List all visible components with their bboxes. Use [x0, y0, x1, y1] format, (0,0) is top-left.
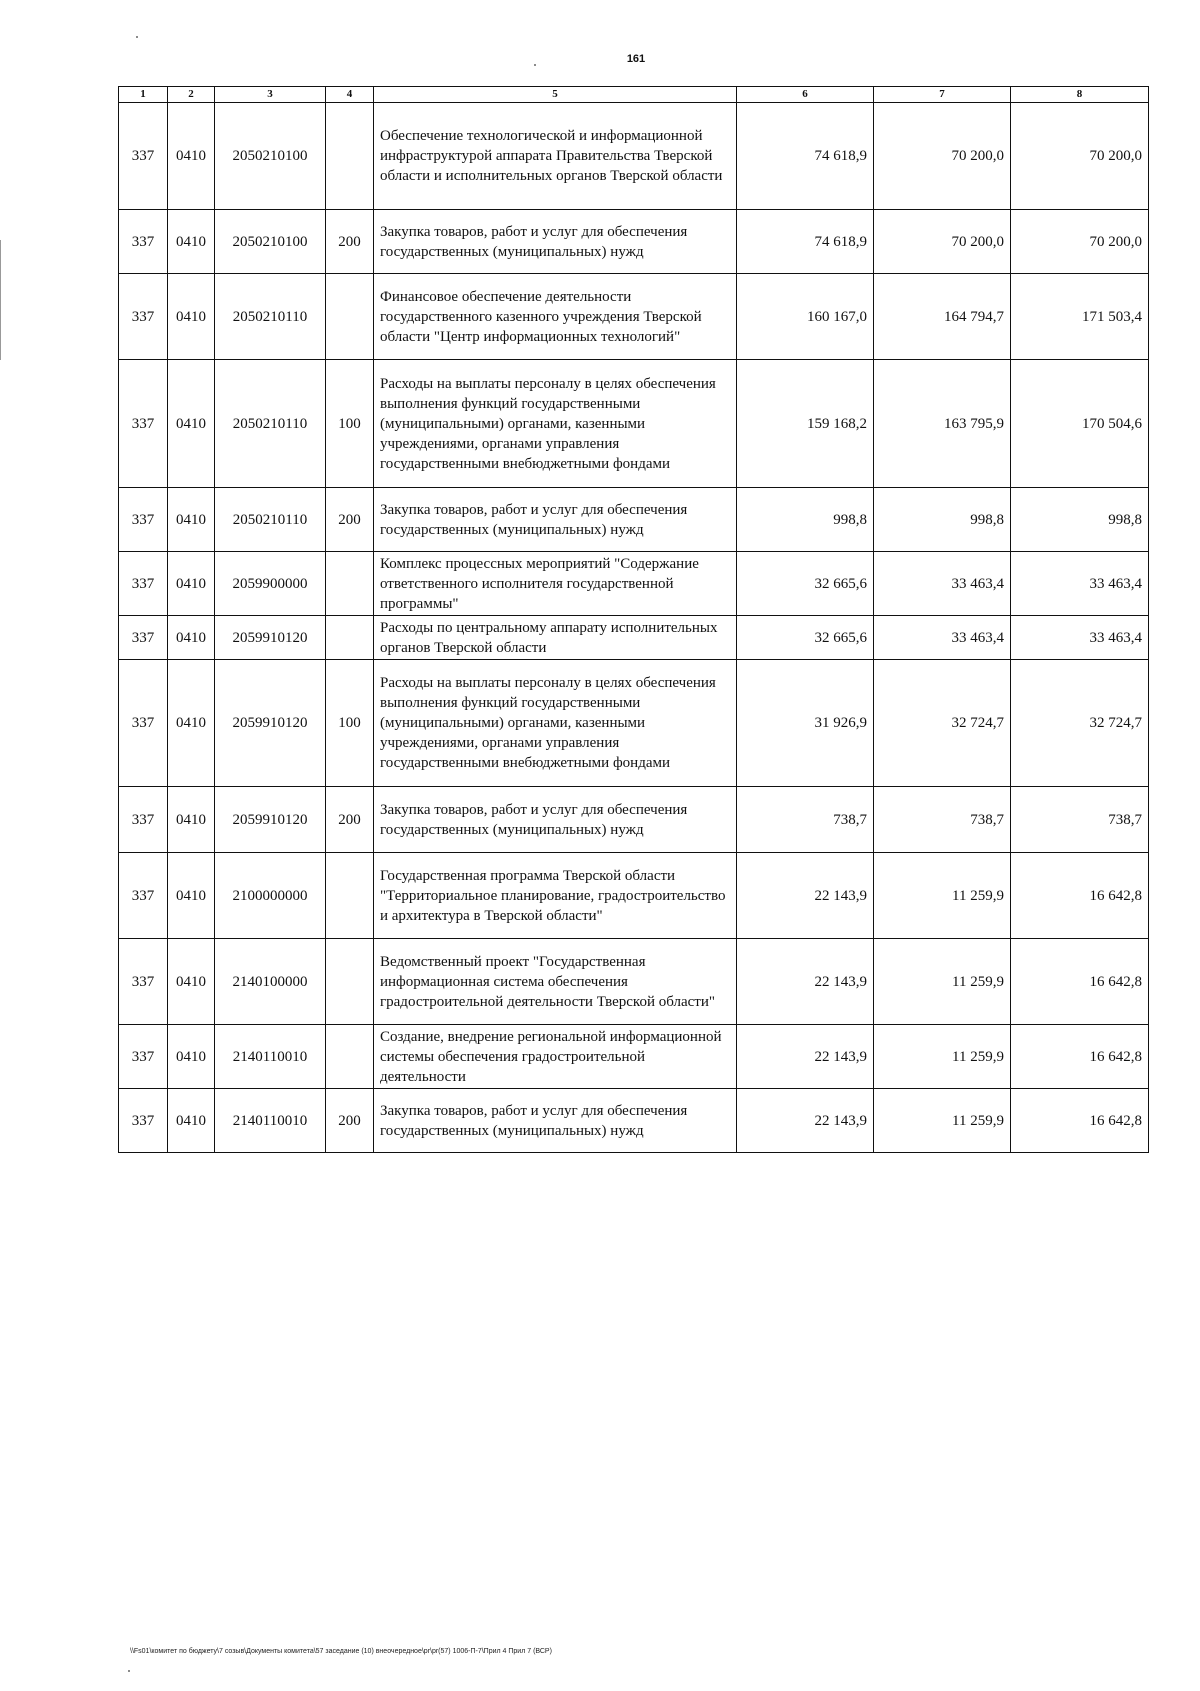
- amount-col8-cell: 16 642,8: [1011, 939, 1149, 1025]
- amount-col7-cell: 33 463,4: [874, 616, 1011, 660]
- ministry-code-cell: 337: [119, 787, 168, 853]
- ministry-code-cell: 337: [119, 939, 168, 1025]
- section-code-cell: 0410: [168, 552, 215, 616]
- file-path-footer: \\Fs01\комитет по бюджету\7 созыв\Документы комитета\57 заседание (10) внеочередное\pr\pr(57) 1006-П-7\Прил 4 Прил 7 (ВСР): [130, 1648, 552, 1655]
- amount-col8-cell: 33 463,4: [1011, 616, 1149, 660]
- scan-speck: [136, 36, 138, 38]
- expense-type-cell: [326, 616, 374, 660]
- section-code-cell: 0410: [168, 274, 215, 360]
- amount-col6-cell: 74 618,9: [737, 210, 874, 274]
- expense-type-cell: 100: [326, 360, 374, 488]
- table-row: [119, 1089, 1149, 1153]
- ministry-code-cell: 337: [119, 274, 168, 360]
- description-cell: Обеспечение технологической и информационной инфраструктурой аппарата Правительства Тверской области и исполнительных органов Тверской области: [374, 103, 737, 210]
- amount-col6-cell: 74 618,9: [737, 103, 874, 210]
- expense-type-cell: 200: [326, 1089, 374, 1153]
- ministry-code-cell: 337: [119, 853, 168, 939]
- target-article-cell: 2050210110: [215, 488, 326, 552]
- target-article-cell: 2050210110: [215, 360, 326, 488]
- ministry-code-cell: 337: [119, 488, 168, 552]
- description-cell: Расходы на выплаты персоналу в целях обеспечения выполнения функций государственными (муниципальными) органами, казенными учреждениями, органами управления государственными внебюджетными фондами: [374, 360, 737, 488]
- amount-col6-cell: 159 168,2: [737, 360, 874, 488]
- target-article-cell: 2059910120: [215, 787, 326, 853]
- table-row: [119, 1025, 1149, 1089]
- description-cell: Расходы на выплаты персоналу в целях обеспечения выполнения функций государственными (муниципальными) органами, казенными учреждениями, органами управления государственными внебюджетными фондами: [374, 660, 737, 787]
- target-article-cell: 2059910120: [215, 616, 326, 660]
- column-header: 6: [737, 87, 874, 103]
- target-article-cell: 2100000000: [215, 853, 326, 939]
- target-article-cell: 2140110010: [215, 1025, 326, 1089]
- target-article-cell: 2059900000: [215, 552, 326, 616]
- table-row: [119, 939, 1149, 1025]
- amount-col6-cell: 998,8: [737, 488, 874, 552]
- amount-col7-cell: 11 259,9: [874, 1089, 1011, 1153]
- amount-col8-cell: 16 642,8: [1011, 1025, 1149, 1089]
- table-row: [119, 787, 1149, 853]
- amount-col8-cell: 171 503,4: [1011, 274, 1149, 360]
- ministry-code-cell: 337: [119, 552, 168, 616]
- amount-col6-cell: 738,7: [737, 787, 874, 853]
- target-article-cell: 2140100000: [215, 939, 326, 1025]
- expense-type-cell: 200: [326, 787, 374, 853]
- amount-col6-cell: 22 143,9: [737, 853, 874, 939]
- amount-col7-cell: 998,8: [874, 488, 1011, 552]
- amount-col6-cell: 32 665,6: [737, 552, 874, 616]
- amount-col6-cell: 31 926,9: [737, 660, 874, 787]
- scan-edge-line: [0, 240, 1, 360]
- budget-table: [118, 86, 1149, 1153]
- amount-col7-cell: 70 200,0: [874, 210, 1011, 274]
- amount-col7-cell: 33 463,4: [874, 552, 1011, 616]
- amount-col7-cell: 11 259,9: [874, 939, 1011, 1025]
- amount-col6-cell: 32 665,6: [737, 616, 874, 660]
- description-cell: Создание, внедрение региональной информационной системы обеспечения градостроительной деятельности: [374, 1025, 737, 1089]
- amount-col8-cell: 70 200,0: [1011, 210, 1149, 274]
- description-cell: Ведомственный проект "Государственная информационная система обеспечения градостроительной деятельности Тверской области": [374, 939, 737, 1025]
- expense-type-cell: [326, 274, 374, 360]
- amount-col8-cell: 738,7: [1011, 787, 1149, 853]
- table-row: [119, 552, 1149, 616]
- description-cell: Комплекс процессных мероприятий "Содержание ответственного исполнителя государственной программы": [374, 552, 737, 616]
- description-cell: Закупка товаров, работ и услуг для обеспечения государственных (муниципальных) нужд: [374, 210, 737, 274]
- amount-col7-cell: 11 259,9: [874, 853, 1011, 939]
- scan-speck: [128, 1670, 130, 1672]
- section-code-cell: 0410: [168, 1025, 215, 1089]
- table-row: [119, 274, 1149, 360]
- column-header: 4: [326, 87, 374, 103]
- amount-col7-cell: 164 794,7: [874, 274, 1011, 360]
- expense-type-cell: [326, 1025, 374, 1089]
- amount-col8-cell: 32 724,7: [1011, 660, 1149, 787]
- page-number: 161: [626, 53, 646, 65]
- column-header: 7: [874, 87, 1011, 103]
- column-header: 3: [215, 87, 326, 103]
- table-row: [119, 103, 1149, 210]
- section-code-cell: 0410: [168, 103, 215, 210]
- target-article-cell: 2140110010: [215, 1089, 326, 1153]
- description-cell: Закупка товаров, работ и услуг для обеспечения государственных (муниципальных) нужд: [374, 787, 737, 853]
- ministry-code-cell: 337: [119, 103, 168, 210]
- section-code-cell: 0410: [168, 488, 215, 552]
- section-code-cell: 0410: [168, 1089, 215, 1153]
- ministry-code-cell: 337: [119, 616, 168, 660]
- column-header: 5: [374, 87, 737, 103]
- ministry-code-cell: 337: [119, 1025, 168, 1089]
- description-cell: Расходы по центральному аппарату исполнительных органов Тверской области: [374, 616, 737, 660]
- amount-col7-cell: 11 259,9: [874, 1025, 1011, 1089]
- ministry-code-cell: 337: [119, 660, 168, 787]
- amount-col8-cell: 70 200,0: [1011, 103, 1149, 210]
- expense-type-cell: [326, 103, 374, 210]
- amount-col7-cell: 163 795,9: [874, 360, 1011, 488]
- section-code-cell: 0410: [168, 360, 215, 488]
- expense-type-cell: [326, 552, 374, 616]
- section-code-cell: 0410: [168, 660, 215, 787]
- description-cell: Финансовое обеспечение деятельности государственного казенного учреждения Тверской области "Центр информационных технологий": [374, 274, 737, 360]
- table-row: [119, 360, 1149, 488]
- section-code-cell: 0410: [168, 787, 215, 853]
- expense-type-cell: 200: [326, 210, 374, 274]
- target-article-cell: 2059910120: [215, 660, 326, 787]
- ministry-code-cell: 337: [119, 360, 168, 488]
- amount-col8-cell: 33 463,4: [1011, 552, 1149, 616]
- table-row: [119, 210, 1149, 274]
- ministry-code-cell: 337: [119, 1089, 168, 1153]
- amount-col8-cell: 16 642,8: [1011, 853, 1149, 939]
- amount-col8-cell: 170 504,6: [1011, 360, 1149, 488]
- table-row: [119, 660, 1149, 787]
- amount-col8-cell: 998,8: [1011, 488, 1149, 552]
- amount-col8-cell: 16 642,8: [1011, 1089, 1149, 1153]
- description-cell: Закупка товаров, работ и услуг для обеспечения государственных (муниципальных) нужд: [374, 1089, 737, 1153]
- amount-col6-cell: 22 143,9: [737, 939, 874, 1025]
- table-row: [119, 488, 1149, 552]
- expense-type-cell: [326, 939, 374, 1025]
- section-code-cell: 0410: [168, 210, 215, 274]
- amount-col7-cell: 70 200,0: [874, 103, 1011, 210]
- column-header: 8: [1011, 87, 1149, 103]
- expense-type-cell: 100: [326, 660, 374, 787]
- section-code-cell: 0410: [168, 616, 215, 660]
- amount-col7-cell: 32 724,7: [874, 660, 1011, 787]
- ministry-code-cell: 337: [119, 210, 168, 274]
- column-header: 2: [168, 87, 215, 103]
- table-body: [119, 103, 1149, 1153]
- column-header: 1: [119, 87, 168, 103]
- description-cell: Государственная программа Тверской области "Территориальное планирование, градостроительство и архитектура в Тверской области": [374, 853, 737, 939]
- amount-col7-cell: 738,7: [874, 787, 1011, 853]
- target-article-cell: 2050210100: [215, 103, 326, 210]
- description-cell: Закупка товаров, работ и услуг для обеспечения государственных (муниципальных) нужд: [374, 488, 737, 552]
- amount-col6-cell: 160 167,0: [737, 274, 874, 360]
- target-article-cell: 2050210100: [215, 210, 326, 274]
- column-number-row: [119, 87, 1149, 103]
- expense-type-cell: 200: [326, 488, 374, 552]
- section-code-cell: 0410: [168, 939, 215, 1025]
- amount-col6-cell: 22 143,9: [737, 1089, 874, 1153]
- target-article-cell: 2050210110: [215, 274, 326, 360]
- expense-type-cell: [326, 853, 374, 939]
- section-code-cell: 0410: [168, 853, 215, 939]
- table-row: [119, 853, 1149, 939]
- amount-col6-cell: 22 143,9: [737, 1025, 874, 1089]
- table-row: [119, 616, 1149, 660]
